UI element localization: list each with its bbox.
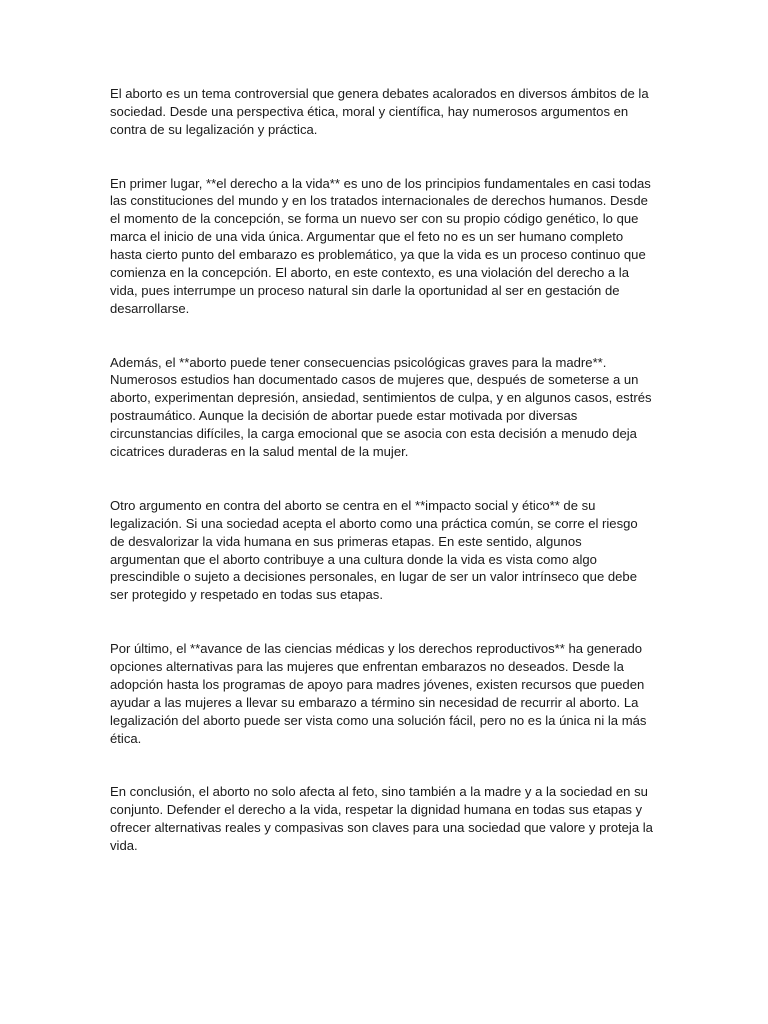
paragraph-social-impact: Otro argumento en contra del aborto se centra en el **impacto social y ético** de su legalización. Si una sociedad acepta el aborto como una práctica común, se corre el riesgo de desvalorizar la vida humana en sus primeras etapas. En este sentido, algunos argumentan que el aborto contribuye a una cultura donde la vida es vista como algo prescindible o sujeto a decisiones personales, en lugar de ser un valor intrínseco que debe ser protegido y respetado en todas sus etapas.: [110, 497, 638, 603]
paragraph-conclusion: En conclusión, el aborto no solo afecta al feto, sino también a la madre y a la sociedad en su conjunto. Defender el derecho a la vida, respetar la dignidad humana en todas sus etapas y ofrecer alternativas reales y compasivas son claves para una sociedad que valore y proteja la vida.: [110, 784, 653, 853]
paragraph-gap: [110, 139, 655, 175]
paragraph-alternatives: Por último, el **avance de las ciencias médicas y los derechos reproductivos** ha generado opciones alternativas para las mujeres que enfrentan embarazos no deseados. Desde la adopción hasta los programas de apoyo para madres jóvenes, existen recursos que pueden ayudar a las mujeres a llevar su embarazo a término sin necesidad de recurrir al aborto. La legalización del aborto puede ser vista como una solución fácil, pero no es la única ni la más ética.: [110, 641, 647, 746]
paragraph-gap: [110, 604, 655, 640]
paragraph-right-to-life: En primer lugar, **el derecho a la vida** es uno de los principios fundamentales en casi todas las constituciones del mundo y en los tratados internacionales de derechos humanos. Desde el momento de la concepción, se forma un nuevo ser con su propio código genético, lo que marca el inicio de una vida única. Argumentar que el feto no es un ser humano completo hasta cierto punto del embarazo es problemático, ya que la vida es un proceso continuo que comienza en la concepción. El aborto, en este contexto, es una violación del derecho a la vida, pues interrumpe un proceso natural sin darle la oportunidad al ser en gestación de desarrollarse.: [110, 175, 651, 316]
paragraph-gap: [110, 461, 655, 497]
paragraph-intro: El aborto es un tema controversial que genera debates acalorados en diversos ámbitos de la sociedad. Desde una perspectiva ética, moral y científica, hay numerosos argumentos en contra de su legalización y práctica.: [110, 86, 649, 137]
paragraph-gap: [110, 747, 655, 783]
document-body: [110, 85, 655, 855]
paragraph-psychological: Además, el **aborto puede tener consecuencias psicológicas graves para la madre**. Numerosos estudios han documentado casos de mujeres que, después de someterse a un aborto, experimentan depresión, ansiedad, sentimientos de culpa, y en algunos casos, estrés postraumático. Aunque la decisión de abortar puede estar motivada por diversas circunstancias difíciles, la carga emocional que se asocia con esta decisión a menudo deja cicatrices duraderas en la salud mental de la mujer.: [110, 354, 652, 460]
paragraph-gap: [110, 318, 655, 354]
